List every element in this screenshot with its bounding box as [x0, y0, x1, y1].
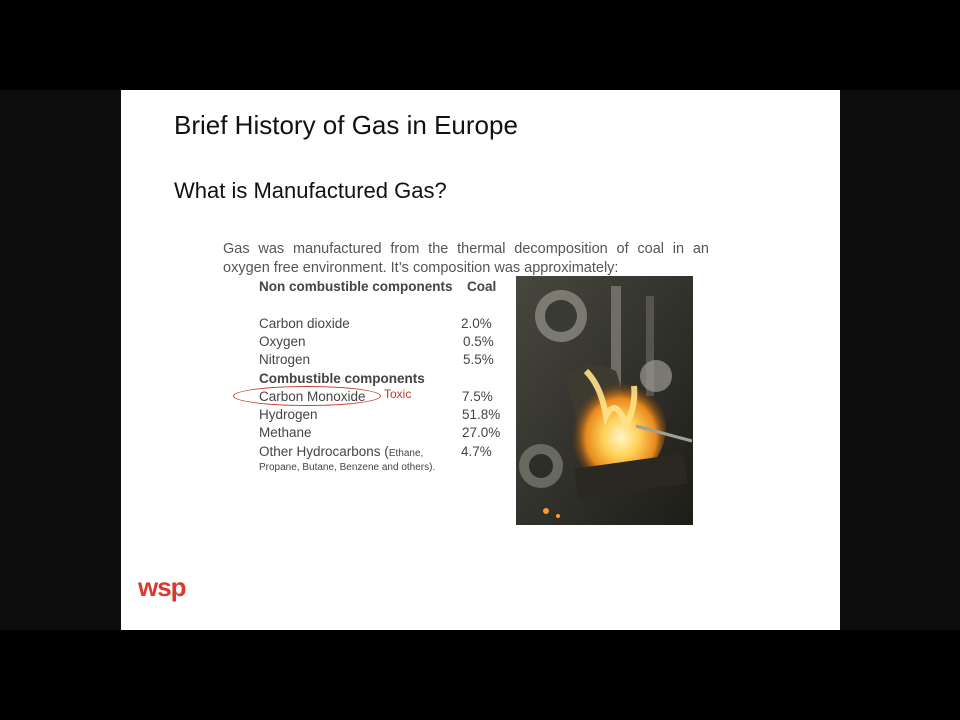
highlight-ellipse: [233, 386, 381, 406]
table-row-value: 51.8%: [462, 407, 501, 422]
slide-title: Brief History of Gas in Europe: [174, 110, 518, 140]
right-letterbox: [840, 90, 960, 630]
slide-subtitle: What is Manufactured Gas?: [174, 178, 447, 203]
table-row-label: [259, 444, 423, 459]
wsp-logo: [136, 574, 206, 614]
table-row-label: Oxygen: [259, 334, 306, 349]
table-footnote: Propane, Butane, Benzene and others).: [259, 462, 436, 473]
svg-text:wsp: wsp: [138, 574, 186, 602]
table-row-value: 7.5%: [462, 389, 493, 404]
table-row-value: 2.0%: [461, 316, 492, 331]
table-row-label: Hydrogen: [259, 407, 318, 422]
table-section-label: Combustible components: [259, 371, 425, 386]
table-row-value: 4.7%: [461, 444, 492, 459]
top-letterbox: [0, 0, 960, 90]
table-row-label: Carbon dioxide: [259, 316, 350, 331]
table-row-note: Ethane,: [388, 448, 424, 459]
table-header-label: Non combustible components: [259, 279, 453, 294]
table-row-label: Carbon Monoxide: [259, 389, 366, 404]
presentation-slide: [121, 90, 840, 630]
table-row-label: Nitrogen: [259, 352, 311, 367]
intro-paragraph: Gas was manufactured from the thermal decomposition of coal in an oxygen free environment. It’s composition was approximately:: [223, 241, 709, 276]
toxic-annotation: Toxic: [384, 387, 412, 401]
table-header-value: Coal: [467, 279, 497, 294]
table-row-label-text: Other Hydrocarbons (: [259, 444, 389, 459]
table-row-value: 5.5%: [463, 352, 494, 367]
table-row-value: 27.0%: [462, 425, 501, 440]
coal-furnace-photo: [516, 276, 693, 525]
table-row-label: Methane: [259, 425, 312, 440]
table-row-value: 0.5%: [463, 334, 494, 349]
left-letterbox: [0, 90, 121, 630]
